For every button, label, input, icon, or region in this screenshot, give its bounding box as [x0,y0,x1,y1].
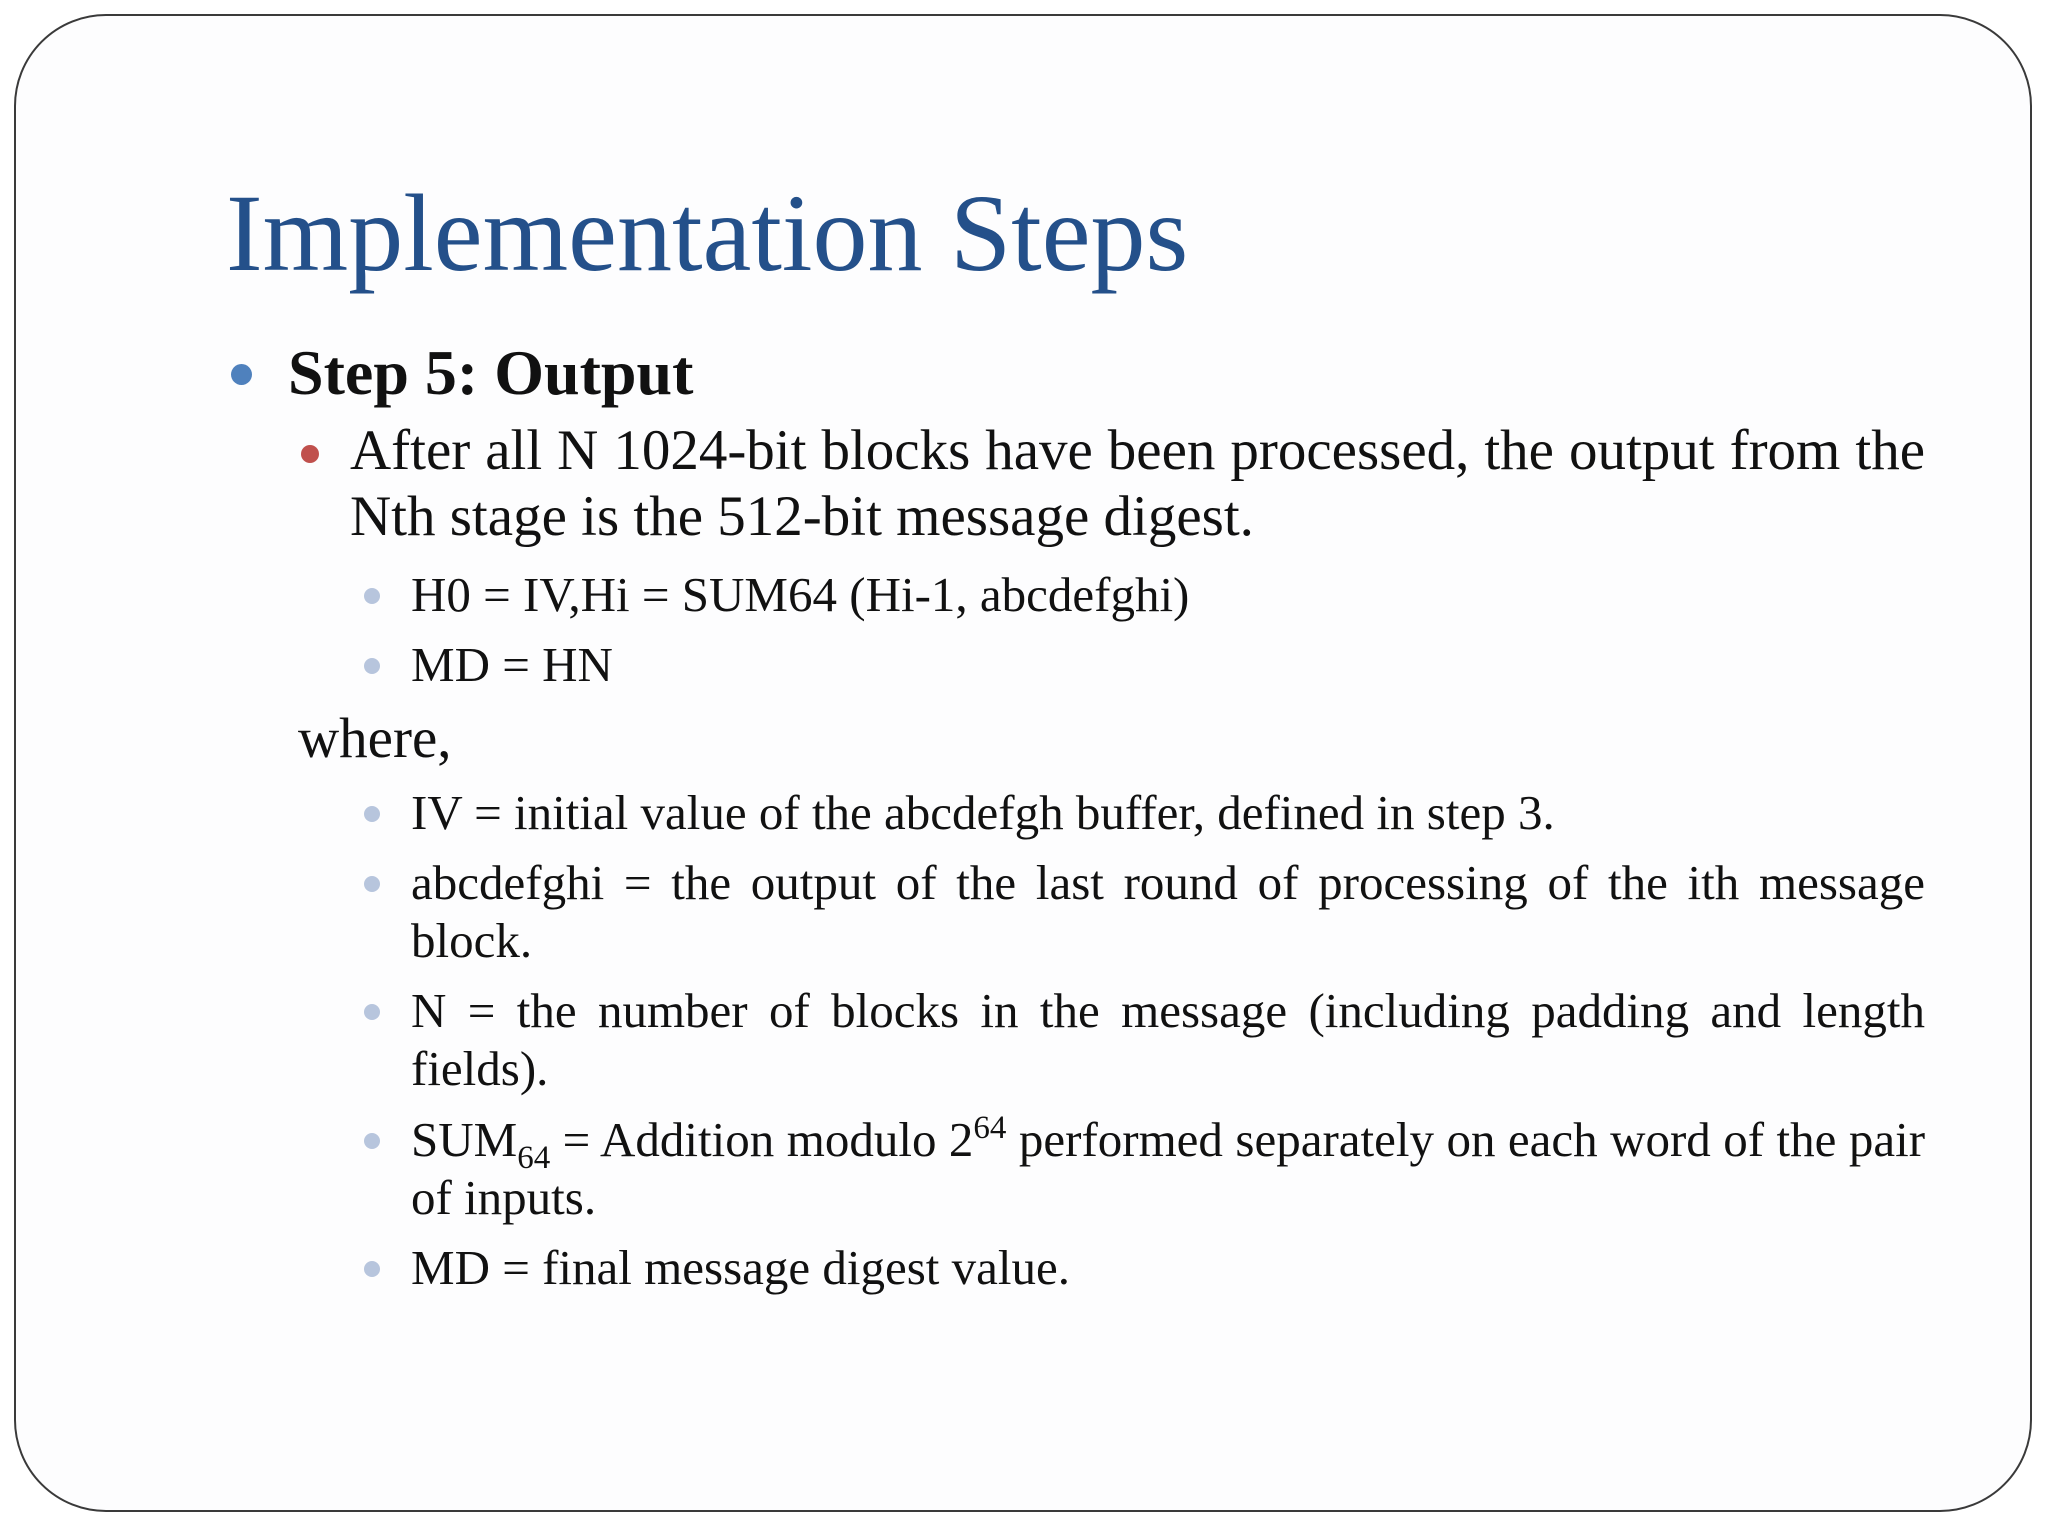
level1-bullet-icon [231,364,252,385]
definition-iv: IV = initial value of the abcdefgh buffer, defined in step 3. [411,785,1555,840]
level3-bullet-icon [364,876,380,892]
level3-bullet-icon [364,588,380,604]
formula-hash-chain: H0 = IV,Hi = SUM64 (Hi-1, abcdefghi) [411,567,1190,622]
slide-title: Implementation Steps [226,172,1189,294]
sum-subscript: 64 [517,1140,551,1176]
definition-n: N = the number of blocks in the message (including padding and length fields). [411,983,1925,1096]
level3-bullet-icon [364,1261,380,1277]
where-label: where, [298,707,452,770]
sum-superscript: 64 [973,1110,1007,1146]
level3-bullet-icon [364,1004,380,1020]
level3-bullet-icon [364,658,380,674]
sum-name: SUM [411,1112,518,1167]
step-description: After all N 1024-bit blocks have been processed, the output from the Nth stage is the 512-bit message digest. [350,419,1925,548]
level3-bullet-icon [364,1133,380,1149]
level3-bullet-icon [364,806,380,822]
sum-text-a: = Addition modulo 2 [550,1112,974,1167]
definition-md: MD = final message digest value. [411,1240,1071,1295]
sum-text-b: performed separately on each word of the pair of inputs. [411,1112,1926,1225]
step-heading: Step 5: Output [288,337,694,408]
formula-message-digest: MD = HN [411,637,613,692]
definition-abcdefghi: abcdefghi = the output of the last round of processing of the ith message block. [411,855,1925,968]
definition-sum64 [411,1111,1925,1227]
level2-bullet-icon [301,445,319,463]
